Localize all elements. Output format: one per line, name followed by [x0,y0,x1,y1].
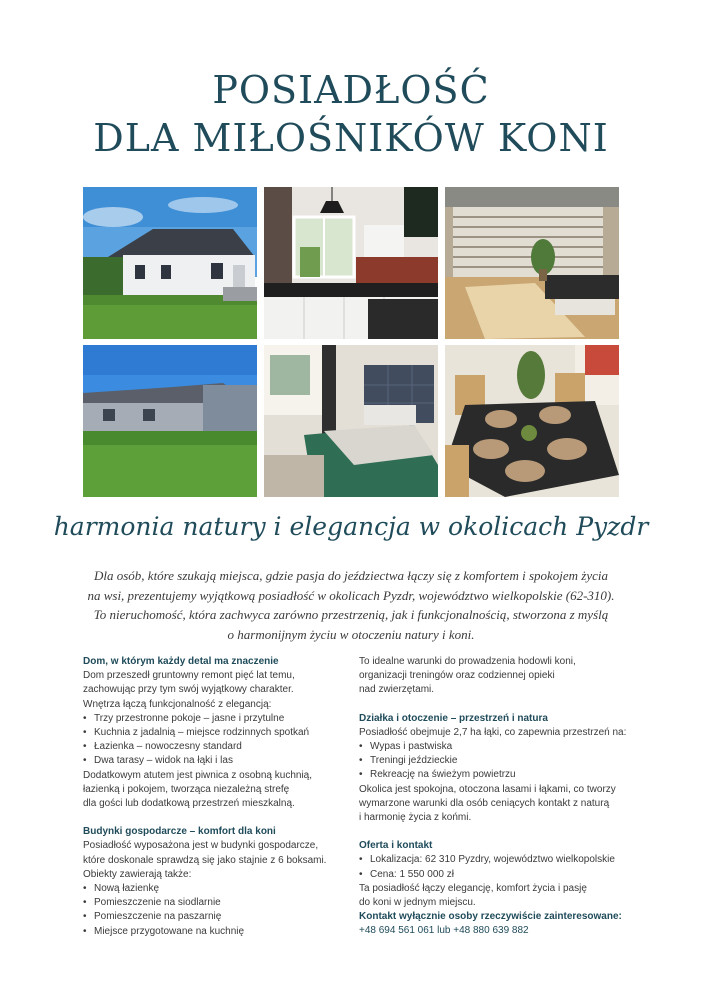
photo-farm-buildings[interactable] [83,345,257,497]
text-line: Wnętrza łączą funkcjonalność z elegancją: [83,698,272,710]
text-line: zachowując przy tym swój wyjątkowy charakter. [83,684,294,696]
photo-living-room[interactable] [445,187,619,339]
photo-dining-table[interactable] [445,345,619,497]
living-room-image [445,187,619,339]
intro-line: o harmonijnym życiu w otoczeniu natury i koni. [227,626,475,642]
kitchen-image [264,187,438,339]
right-column [359,655,627,939]
photo-bedroom[interactable] [264,345,438,497]
list-item: • Nową łazienkę [83,882,348,896]
list-item: • Pomieszczenie na siodlarnie [83,896,348,910]
text-line: które doskonale sprawdzą się jako stajnie z 6 boksami. [83,854,327,866]
text-line: Ta posiadłość łączy elegancję, komfort życia i pasję [359,882,587,894]
list-item: • Wypas i pastwiska [359,740,627,754]
title-line-1: POSIADŁOŚĆ [212,68,490,112]
text-line: Okolica jest spokojna, otoczona lasami i łąkami, co tworzy [359,783,616,795]
text-line: wymarzone warunki dla osób ceniących kontakt z naturą [359,797,610,809]
dining-table-image [445,345,619,497]
text-line: Posiadłość wyposażona jest w budynki gospodarcze, [83,840,319,852]
list-item: • Łazienka – nowoczesny standard [83,740,348,754]
list-item: • Pomieszczenie na paszarnię [83,910,348,924]
text-line: łazienką i pokojem, tworząca niezależną strefę [83,783,290,795]
photo-grid [83,187,619,497]
house-exterior-image [83,187,257,339]
farm-buildings-image [83,345,257,497]
text-line: nad zwierzętami. [359,684,435,696]
list-item: • Lokalizacja: 62 310 Pyzdry, województwo wielkopolskie [359,853,627,867]
title-line-2: DLA MIŁOŚNIKÓW KONI [93,116,609,160]
intro-line: To nieruchomość, która zachwyca zarówno przestrzenią, jak i funkcjonalnością, stworzona z myślą [93,607,609,623]
section-heading-budynki: Budynki gospodarcze – komfort dla koni [83,826,276,838]
text-line: organizacji treningów oraz codziennej opieki [359,670,555,682]
intro-paragraph [70,566,632,644]
page-title [0,66,702,162]
bedroom-image [264,345,438,497]
text-line: Dom przeszedł gruntowny remont pięć lat temu, [83,670,295,682]
text-line: Posiadłość obejmuje 2,7 ha łąki, co zapewnia przestrzeń na: [359,726,627,738]
photo-kitchen[interactable] [264,187,438,339]
intro-line: Dla osób, które szukają miejsca, gdzie pasja do jeździectwa łączy się z komfortem i spokojem życia [93,568,609,583]
list-item: • Dwa tarasy – widok na łąki i las [83,754,348,768]
list-item: • Trzy przestronne pokoje – jasne i przytulne [83,712,348,726]
text-line: i harmonię życia z końmi. [359,812,472,824]
list-item: • Kuchnia z jadalnią – miejsce rodzinnych spotkań [83,726,348,740]
text-line: To idealne warunki do prowadzenia hodowli koni, [359,656,576,667]
contact-phones[interactable]: +48 694 561 061 lub +48 880 639 882 [359,925,529,937]
list-item: • Miejsce przygotowane na kuchnię [83,925,348,939]
intro-line: na wsi, prezentujemy wyjątkową posiadłość w okolicach Pyzdr, województwo wielkopolskie (62-310). [87,587,615,603]
section-heading-dzialka: Działka i otoczenie – przestrzeń i natura [359,712,548,724]
text-line: Obiekty zawierają także: [83,868,192,880]
section-heading-oferta: Oferta i kontakt [359,840,433,852]
section-heading-dom: Dom, w którym każdy detal ma znaczenie [83,656,279,667]
text-line: do koni w jednym miejscu. [359,897,476,909]
text-line: Dodatkowym atutem jest piwnica z osobną kuchnią, [83,769,313,781]
list-item: • Treningi jeździeckie [359,754,627,768]
list-item: • Rekreację na świeżym powietrzu [359,768,627,782]
contact-heading: Kontakt wyłącznie osoby rzeczywiście zainteresowane: [359,911,622,923]
subtitle: harmonia natury i elegancja w okolicach Pyzdr [53,512,649,541]
list-item: • Cena: 1 550 000 zł [359,868,627,882]
left-column [83,655,348,939]
photo-house-exterior[interactable] [83,187,257,339]
text-line: dla gości lub dodatkową przestrzeń mieszkalną. [83,798,295,810]
